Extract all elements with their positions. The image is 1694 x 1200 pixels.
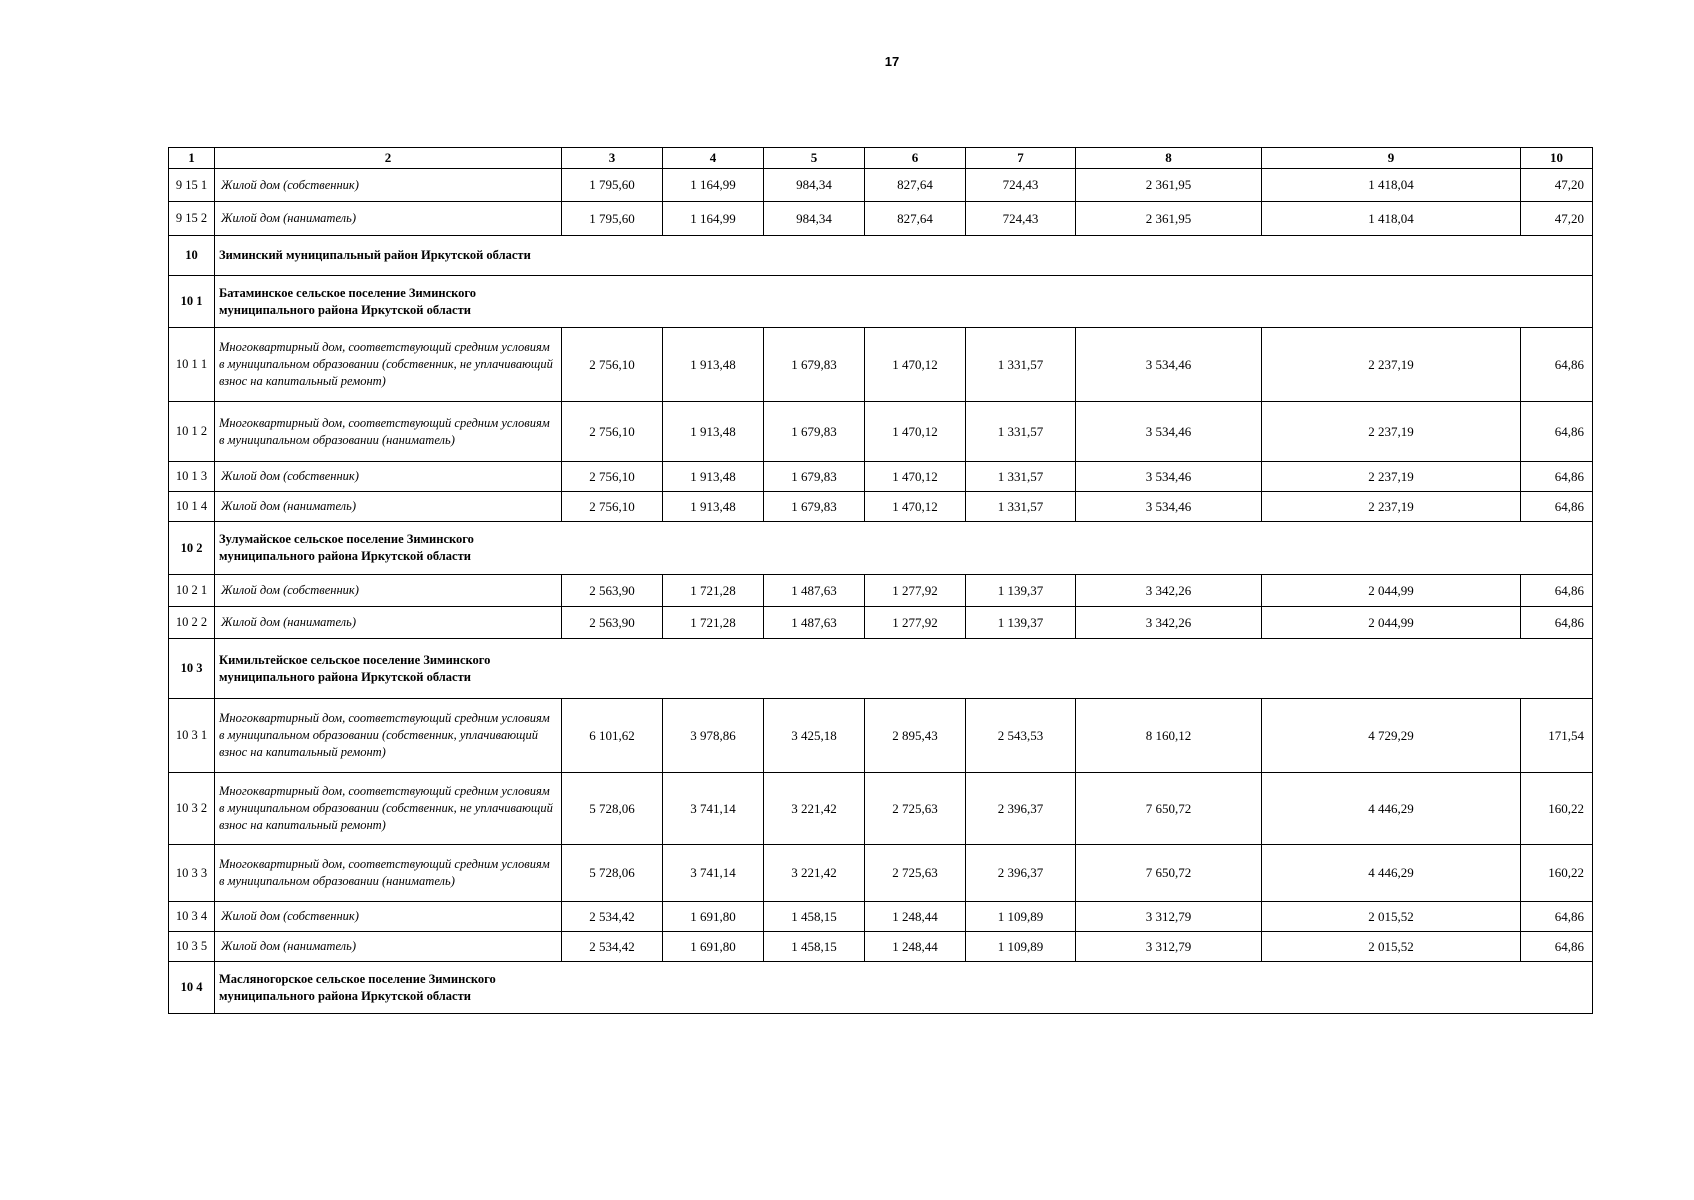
section-row (169, 639, 1593, 699)
row-description: Жилой дом (наниматель) (215, 202, 562, 236)
table-row (169, 932, 1593, 962)
tariff-value-col-8: 3 534,46 (1076, 492, 1262, 522)
row-description: Жилой дом (собственник) (215, 169, 562, 202)
row-description: Жилой дом (наниматель) (215, 492, 562, 522)
column-header: 1 (169, 148, 215, 169)
table-body (169, 148, 1593, 1014)
tariff-value-col-3: 2 756,10 (562, 402, 663, 462)
tariff-value-col-9: 2 015,52 (1262, 902, 1521, 932)
tariff-value-col-7: 1 331,57 (966, 462, 1076, 492)
tariff-value-col-6: 1 248,44 (865, 902, 966, 932)
row-number: 10 1 3 (169, 462, 215, 492)
column-header: 5 (764, 148, 865, 169)
tariff-value-col-8: 3 534,46 (1076, 328, 1262, 402)
tariff-value-col-5: 3 221,42 (764, 773, 865, 845)
tariff-value-col-3: 1 795,60 (562, 169, 663, 202)
column-header: 3 (562, 148, 663, 169)
row-description: Многоквартирный дом, соответствующий средним условиям в муниципальном образовании (наниматель) (215, 845, 562, 902)
row-description: Многоквартирный дом, соответствующий средним условиям в муниципальном образовании (наниматель) (215, 402, 562, 462)
section-title-text: Батаминское сельское поселение Зиминского муниципального района Иркутской области (219, 285, 477, 317)
table-row (169, 902, 1593, 932)
tariff-value-col-4: 1 164,99 (663, 169, 764, 202)
column-header: 2 (215, 148, 562, 169)
tariff-value-col-8: 7 650,72 (1076, 845, 1262, 902)
page-number: 17 (884, 54, 900, 69)
table-row (169, 575, 1593, 607)
row-description: Многоквартирный дом, соответствующий средним условиям в муниципальном образовании (собственник, уплачивающий взнос на капитальный ремонт) (215, 699, 562, 773)
tariff-value-col-8: 8 160,12 (1076, 699, 1262, 773)
tariff-value-col-9: 2 015,52 (1262, 932, 1521, 962)
section-number: 10 1 (169, 276, 215, 328)
tariff-value-col-9: 2 237,19 (1262, 328, 1521, 402)
tariff-value-col-4: 1 721,28 (663, 607, 764, 639)
row-description: Жилой дом (наниматель) (215, 607, 562, 639)
tariff-value-col-9: 1 418,04 (1262, 169, 1521, 202)
section-row (169, 522, 1593, 575)
tariff-value-col-7: 2 543,53 (966, 699, 1076, 773)
section-row (169, 276, 1593, 328)
tariff-value-col-5: 984,34 (764, 202, 865, 236)
section-number: 10 4 (169, 962, 215, 1014)
tariff-value-col-4: 1 691,80 (663, 932, 764, 962)
tariff-value-col-7: 1 109,89 (966, 902, 1076, 932)
tariff-value-col-7: 1 331,57 (966, 402, 1076, 462)
tariff-value-col-6: 1 277,92 (865, 575, 966, 607)
tariff-value-col-5: 1 487,63 (764, 607, 865, 639)
section-title-text: Масляногорское сельское поселение Зиминского муниципального района Иркутской области (219, 971, 496, 1003)
column-header: 6 (865, 148, 966, 169)
row-description: Жилой дом (собственник) (215, 462, 562, 492)
row-number: 10 1 1 (169, 328, 215, 402)
tariff-value-col-3: 2 756,10 (562, 462, 663, 492)
tariff-value-col-8: 2 361,95 (1076, 169, 1262, 202)
tariff-value-col-3: 2 534,42 (562, 932, 663, 962)
tariff-value-col-10: 47,20 (1521, 202, 1593, 236)
tariff-value-col-7: 1 139,37 (966, 607, 1076, 639)
column-header-row (169, 148, 1593, 169)
tariff-value-col-7: 2 396,37 (966, 773, 1076, 845)
tariff-value-col-6: 2 725,63 (865, 845, 966, 902)
tariff-value-col-10: 64,86 (1521, 902, 1593, 932)
tariff-value-col-4: 3 741,14 (663, 773, 764, 845)
tariff-value-col-9: 1 418,04 (1262, 202, 1521, 236)
tariff-value-col-3: 5 728,06 (562, 773, 663, 845)
row-number: 9 15 2 (169, 202, 215, 236)
row-description: Жилой дом (собственник) (215, 902, 562, 932)
tariff-value-col-4: 1 164,99 (663, 202, 764, 236)
tariff-value-col-5: 1 487,63 (764, 575, 865, 607)
tariff-value-col-8: 7 650,72 (1076, 773, 1262, 845)
tariff-value-col-9: 2 237,19 (1262, 462, 1521, 492)
tariff-value-col-9: 2 237,19 (1262, 492, 1521, 522)
row-number: 9 15 1 (169, 169, 215, 202)
column-header: 10 (1521, 148, 1593, 169)
tariff-value-col-10: 64,86 (1521, 328, 1593, 402)
tariff-value-col-7: 1 139,37 (966, 575, 1076, 607)
tariff-value-col-4: 1 913,48 (663, 328, 764, 402)
section-number: 10 2 (169, 522, 215, 575)
tariff-value-col-5: 1 679,83 (764, 402, 865, 462)
section-title: Зиминский муниципальный район Иркутской области (215, 236, 1593, 276)
table-row (169, 607, 1593, 639)
tariff-value-col-5: 3 221,42 (764, 845, 865, 902)
tariff-value-col-10: 64,86 (1521, 492, 1593, 522)
tariff-value-col-6: 1 470,12 (865, 328, 966, 402)
tariff-value-col-5: 1 679,83 (764, 492, 865, 522)
row-number: 10 1 2 (169, 402, 215, 462)
tariff-value-col-6: 1 248,44 (865, 932, 966, 962)
tariff-value-col-3: 6 101,62 (562, 699, 663, 773)
tariff-value-col-8: 2 361,95 (1076, 202, 1262, 236)
table-row (169, 845, 1593, 902)
table-row (169, 773, 1593, 845)
tariff-value-col-10: 171,54 (1521, 699, 1593, 773)
section-title-text: Зулумайское сельское поселение Зиминского муниципального района Иркутской области (219, 532, 474, 563)
row-number: 10 3 2 (169, 773, 215, 845)
section-title (215, 639, 1593, 699)
tariff-value-col-9: 4 446,29 (1262, 845, 1521, 902)
tariff-value-col-10: 64,86 (1521, 402, 1593, 462)
tariff-value-col-10: 64,86 (1521, 575, 1593, 607)
tariff-value-col-6: 2 725,63 (865, 773, 966, 845)
table-row (169, 699, 1593, 773)
section-row (169, 236, 1593, 276)
tariff-value-col-6: 1 277,92 (865, 607, 966, 639)
tariff-value-col-9: 2 237,19 (1262, 402, 1521, 462)
table-row (169, 202, 1593, 236)
tariff-value-col-5: 1 679,83 (764, 462, 865, 492)
table-row (169, 462, 1593, 492)
tariff-value-col-6: 827,64 (865, 169, 966, 202)
tariff-value-col-4: 1 913,48 (663, 492, 764, 522)
tariff-value-col-5: 1 458,15 (764, 902, 865, 932)
tariff-value-col-7: 1 331,57 (966, 492, 1076, 522)
tariff-value-col-3: 2 756,10 (562, 492, 663, 522)
tariff-value-col-10: 160,22 (1521, 845, 1593, 902)
tariff-value-col-4: 1 913,48 (663, 402, 764, 462)
tariff-value-col-8: 3 312,79 (1076, 902, 1262, 932)
tariff-value-col-4: 3 741,14 (663, 845, 764, 902)
tariff-value-col-3: 2 756,10 (562, 328, 663, 402)
column-header: 8 (1076, 148, 1262, 169)
tariff-table (168, 147, 1593, 1014)
tariff-value-col-8: 3 534,46 (1076, 462, 1262, 492)
tariff-value-col-9: 2 044,99 (1262, 575, 1521, 607)
tariff-value-col-4: 3 978,86 (663, 699, 764, 773)
tariff-value-col-4: 1 721,28 (663, 575, 764, 607)
row-description: Жилой дом (собственник) (215, 575, 562, 607)
tariff-value-col-10: 64,86 (1521, 462, 1593, 492)
table-row (169, 402, 1593, 462)
row-description: Многоквартирный дом, соответствующий средним условиям в муниципальном образовании (собственник, не уплачивающий взнос на капитальный ремонт) (215, 328, 562, 402)
tariff-value-col-6: 2 895,43 (865, 699, 966, 773)
row-number: 10 3 1 (169, 699, 215, 773)
tariff-value-col-9: 4 446,29 (1262, 773, 1521, 845)
tariff-value-col-6: 1 470,12 (865, 492, 966, 522)
tariff-value-col-9: 4 729,29 (1262, 699, 1521, 773)
tariff-value-col-3: 2 563,90 (562, 575, 663, 607)
tariff-value-col-8: 3 342,26 (1076, 607, 1262, 639)
tariff-value-col-6: 1 470,12 (865, 402, 966, 462)
section-title (215, 962, 1593, 1014)
section-number: 10 (169, 236, 215, 276)
tariff-value-col-7: 1 331,57 (966, 328, 1076, 402)
tariff-value-col-5: 984,34 (764, 169, 865, 202)
row-number: 10 2 2 (169, 607, 215, 639)
table-row (169, 169, 1593, 202)
table-row (169, 492, 1593, 522)
tariff-value-col-3: 1 795,60 (562, 202, 663, 236)
tariff-value-col-7: 2 396,37 (966, 845, 1076, 902)
tariff-value-col-7: 724,43 (966, 169, 1076, 202)
section-row (169, 962, 1593, 1014)
table-row (169, 328, 1593, 402)
column-header: 4 (663, 148, 764, 169)
row-number: 10 1 4 (169, 492, 215, 522)
tariff-value-col-3: 5 728,06 (562, 845, 663, 902)
tariff-value-col-3: 2 534,42 (562, 902, 663, 932)
row-number: 10 3 3 (169, 845, 215, 902)
row-description: Многоквартирный дом, соответствующий средним условиям в муниципальном образовании (собственник, не уплачивающий взнос на капитальный ремонт) (215, 773, 562, 845)
tariff-value-col-10: 160,22 (1521, 773, 1593, 845)
tariff-value-col-10: 47,20 (1521, 169, 1593, 202)
tariff-value-col-8: 3 534,46 (1076, 402, 1262, 462)
tariff-value-col-5: 1 679,83 (764, 328, 865, 402)
tariff-value-col-3: 2 563,90 (562, 607, 663, 639)
row-number: 10 2 1 (169, 575, 215, 607)
tariff-value-col-7: 724,43 (966, 202, 1076, 236)
tariff-value-col-9: 2 044,99 (1262, 607, 1521, 639)
tariff-value-col-10: 64,86 (1521, 607, 1593, 639)
tariff-value-col-5: 1 458,15 (764, 932, 865, 962)
column-header: 9 (1262, 148, 1521, 169)
tariff-value-col-6: 1 470,12 (865, 462, 966, 492)
section-title (215, 276, 1593, 328)
tariff-value-col-8: 3 312,79 (1076, 932, 1262, 962)
tariff-value-col-4: 1 691,80 (663, 902, 764, 932)
tariff-value-col-10: 64,86 (1521, 932, 1593, 962)
tariff-value-col-5: 3 425,18 (764, 699, 865, 773)
section-title (215, 522, 1593, 575)
row-number: 10 3 5 (169, 932, 215, 962)
section-title-text: Кимильтейское сельское поселение Зиминского муниципального района Иркутской области (219, 652, 491, 684)
tariff-value-col-7: 1 109,89 (966, 932, 1076, 962)
section-number: 10 3 (169, 639, 215, 699)
tariff-value-col-8: 3 342,26 (1076, 575, 1262, 607)
row-description: Жилой дом (наниматель) (215, 932, 562, 962)
tariff-value-col-6: 827,64 (865, 202, 966, 236)
row-number: 10 3 4 (169, 902, 215, 932)
tariff-value-col-4: 1 913,48 (663, 462, 764, 492)
column-header: 7 (966, 148, 1076, 169)
